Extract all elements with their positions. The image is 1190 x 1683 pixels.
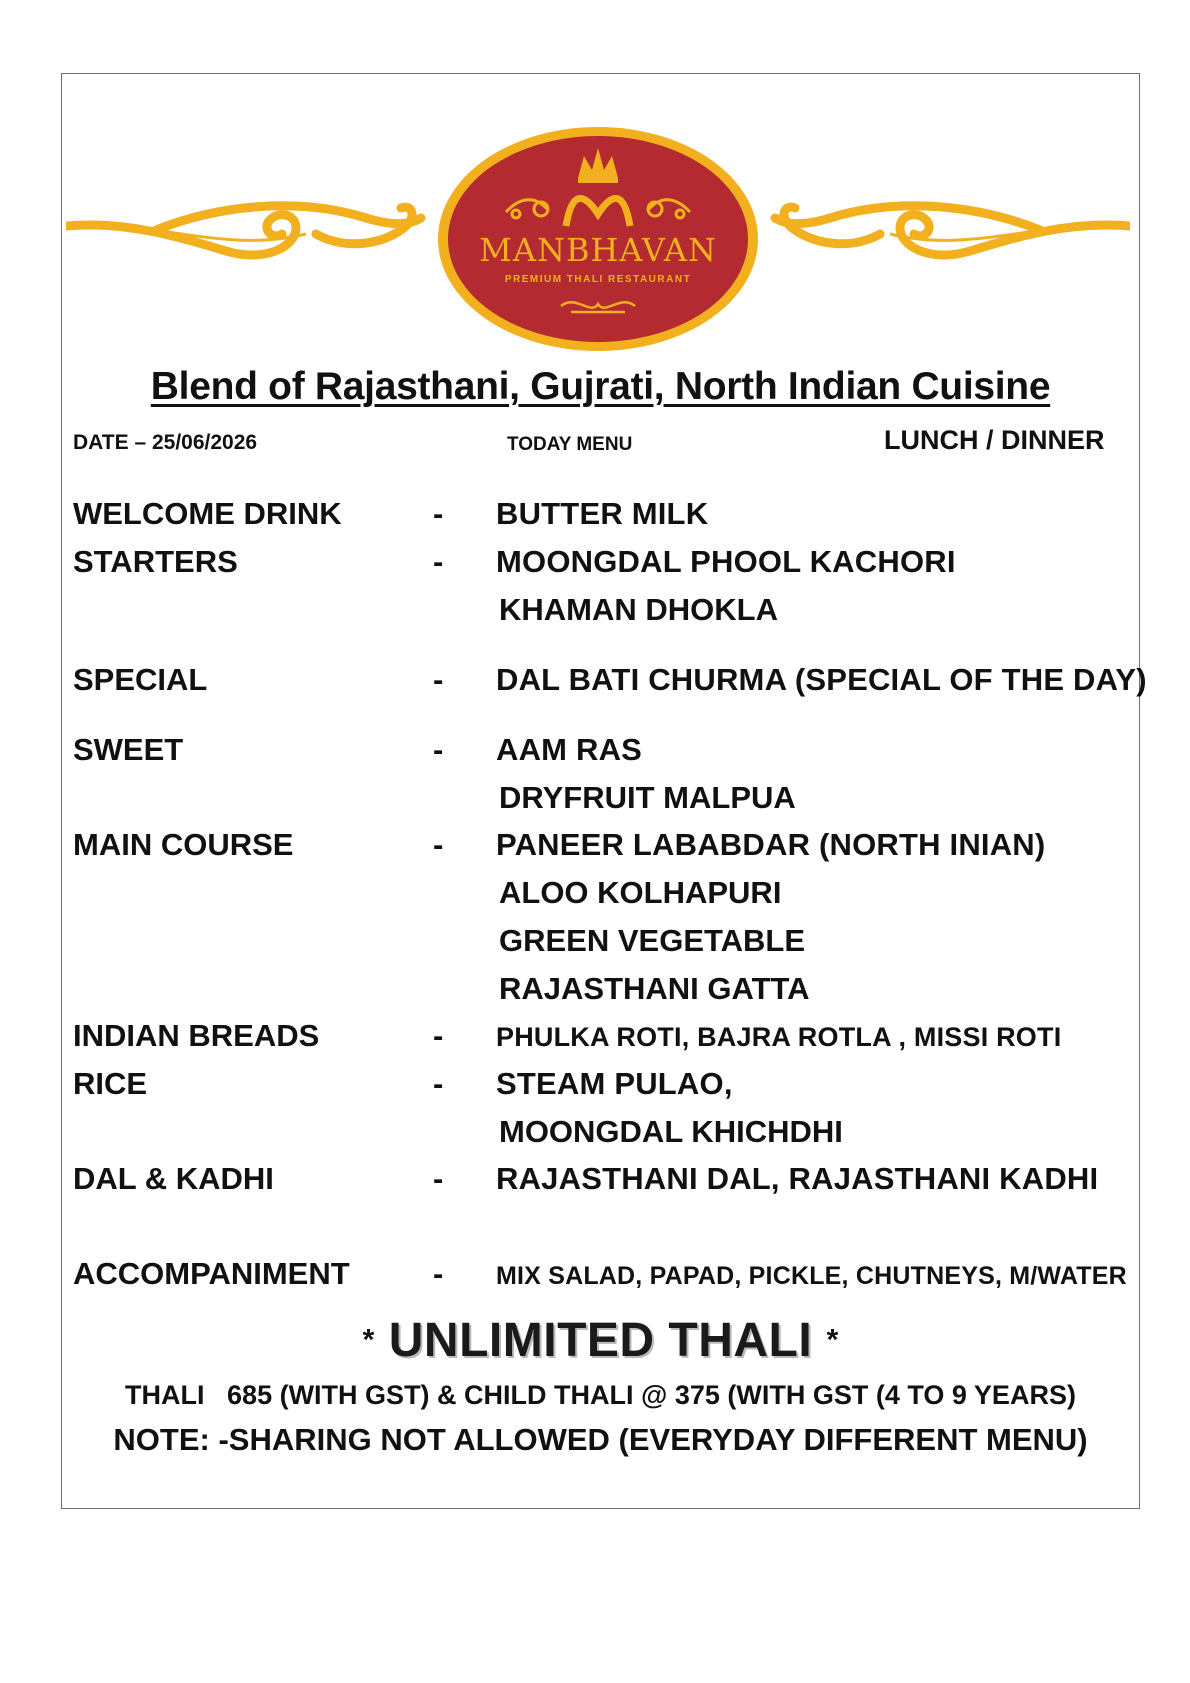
unlimited-thali-title: UNLIMITED THALI [388, 1314, 813, 1367]
menu-item: PANEER LABABDAR (NORTH INIAN) [496, 827, 1046, 862]
unlimited-thali-banner [61, 1313, 1140, 1368]
menu-item: ALOO KOLHAPURI [499, 875, 782, 910]
menu-item: GREEN VEGETABLE [499, 923, 806, 958]
cuisine-heading: Blend of Rajasthani, Gujrati, North Indian Cuisine [150, 365, 1051, 408]
menu-category: RICE [73, 1066, 148, 1101]
separator-dash: - [433, 1018, 444, 1053]
menu-item: AAM RAS [496, 732, 643, 767]
separator-dash: - [433, 1256, 444, 1291]
menu-category: WELCOME DRINK [73, 496, 342, 531]
menu-item: MOONGDAL PHOOL KACHORI [496, 544, 956, 579]
menu-item: MOONGDAL KHICHDHI [499, 1114, 843, 1149]
separator-dash: - [433, 1066, 444, 1101]
right-scroll-ornament [775, 206, 1130, 255]
menu-item: KHAMAN DHOKLA [499, 592, 778, 627]
menu-item: RAJASTHANI GATTA [499, 971, 810, 1006]
separator-dash: - [433, 544, 444, 579]
sharing-note: NOTE: -SHARING NOT ALLOWED (EVERYDAY DIFFERENT MENU) [113, 1422, 1088, 1457]
menu-category: DAL & KADHI [73, 1161, 274, 1196]
menu-item: PHULKA ROTI, BAJRA ROTLA , MISSI ROTI [496, 1022, 1062, 1052]
separator-dash: - [433, 827, 444, 862]
separator-dash: - [433, 732, 444, 767]
menu-category: SPECIAL [73, 662, 208, 697]
today-menu-label: TODAY MENU [507, 434, 633, 455]
menu-category: ACCOMPANIMENT [73, 1256, 350, 1291]
menu-item: BUTTER MILK [496, 496, 709, 531]
menu-category: SWEET [73, 732, 184, 767]
price-line: THALI 685 (WITH GST) & CHILD THALI @ 375 (WITH GST (4 TO 9 YEARS) [125, 1380, 1076, 1410]
menu-item: MIX SALAD, PAPAD, PICKLE, CHUTNEYS, M/WATER [496, 1262, 1127, 1290]
star-right: * [826, 1323, 839, 1357]
meal-type: LUNCH / DINNER [884, 425, 1105, 455]
logo-brand: MANBHAVAN [479, 231, 717, 269]
menu-category: INDIAN BREADS [73, 1018, 320, 1053]
star-left: * [362, 1323, 375, 1357]
menu-category: MAIN COURSE [73, 827, 294, 862]
menu-date: DATE – 25/06/2026 [73, 431, 258, 454]
menu-item: DRYFRUIT MALPUA [499, 780, 796, 815]
separator-dash: - [433, 496, 444, 531]
separator-dash: - [433, 1161, 444, 1196]
left-scroll-ornament [66, 206, 421, 255]
menu-item: RAJASTHANI DAL, RAJASTHANI KADHI [496, 1161, 1099, 1196]
separator-dash: - [433, 662, 444, 697]
logo-tagline: PREMIUM THALI RESTAURANT [504, 274, 692, 285]
menu-item: DAL BATI CHURMA (SPECIAL OF THE DAY) [496, 662, 1147, 697]
manbhavan-logo [66, 126, 1130, 362]
menu-category: STARTERS [73, 544, 238, 579]
menu-item: STEAM PULAO, [496, 1066, 733, 1101]
